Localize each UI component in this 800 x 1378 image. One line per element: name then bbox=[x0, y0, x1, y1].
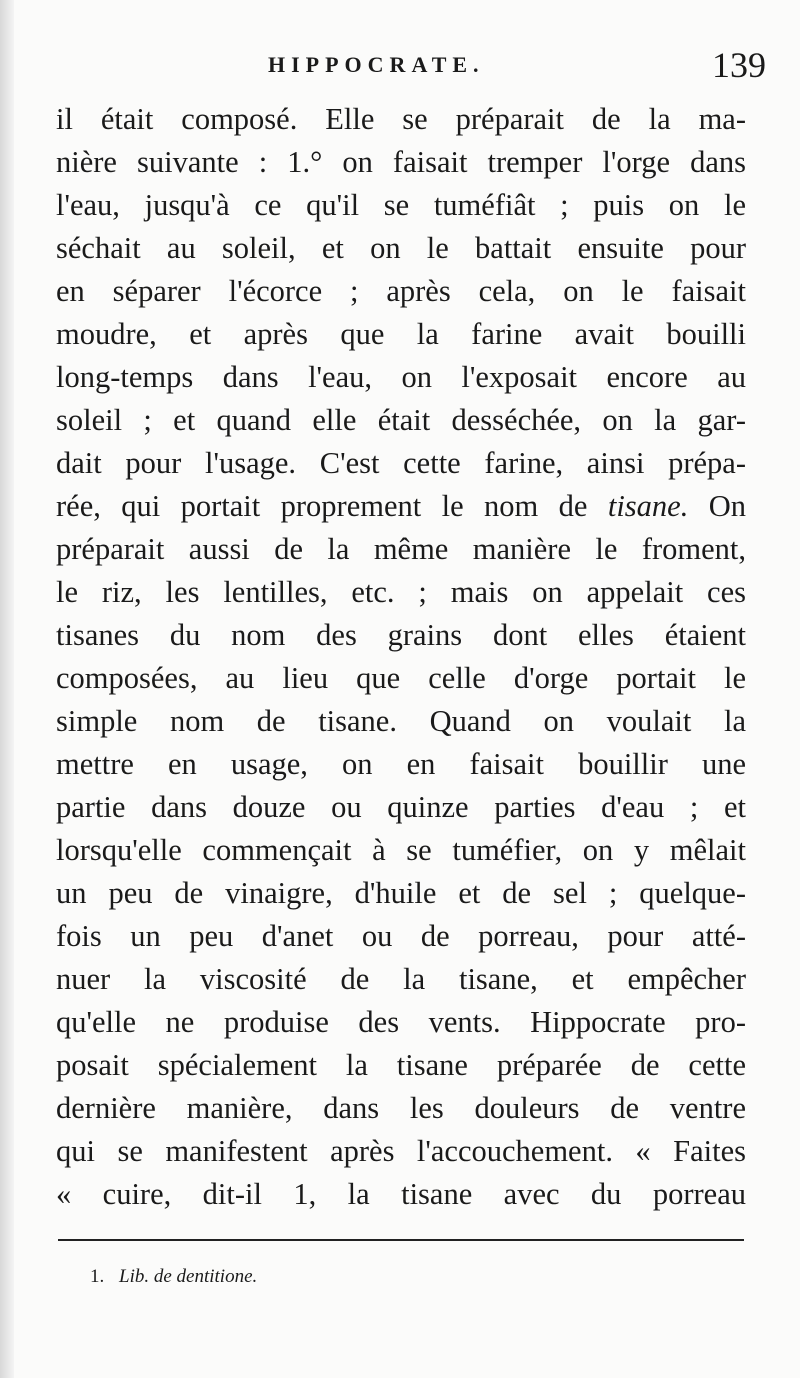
text-segment: On bbox=[708, 489, 747, 523]
text-line: tisanes du nom des grains dont elles étaient bbox=[56, 618, 746, 652]
text-line: il était composé. Elle se préparait de la ma- bbox=[56, 102, 746, 136]
text-line: séchait au soleil, et on le battait ensuite pour bbox=[56, 231, 746, 265]
text-line: dait pour l'usage. C'est cette farine, ainsi prépa- bbox=[56, 446, 746, 480]
text-line: « cuire, dit-il 1, la tisane avec du porreau bbox=[56, 1177, 746, 1211]
text-line: le riz, les lentilles, etc. ; mais on appelait ces bbox=[56, 575, 746, 609]
text-line: partie dans douze ou quinze parties d'eau ; et bbox=[56, 790, 746, 824]
text-line-with-italic bbox=[56, 485, 746, 528]
text-line: simple nom de tisane. Quand on voulait la bbox=[56, 704, 746, 738]
text-line: qui se manifestent après l'accouchement. « Faites bbox=[56, 1134, 746, 1168]
text-line: nière suivante : 1.° on faisait tremper l'orge dans bbox=[56, 145, 746, 179]
page-gutter-shadow bbox=[0, 0, 14, 1378]
text-line: qu'elle ne produise des vents. Hippocrate pro- bbox=[56, 1005, 746, 1039]
page-number: 139 bbox=[712, 45, 766, 85]
text-line: posait spécialement la tisane préparée de cette bbox=[56, 1048, 746, 1082]
footnote-text: Lib. de dentitione. bbox=[119, 1266, 258, 1287]
text-line: nuer la viscosité de la tisane, et empêcher bbox=[56, 962, 746, 996]
footnote-rule bbox=[58, 1239, 744, 1241]
text-line: long-temps dans l'eau, on l'exposait encore au bbox=[56, 360, 746, 394]
text-line: un peu de vinaigre, d'huile et de sel ; quelque- bbox=[56, 876, 746, 910]
text-line: fois un peu d'anet ou de porreau, pour atté- bbox=[56, 919, 746, 953]
running-head bbox=[58, 45, 766, 86]
text-line: moudre, et après que la farine avait bouilli bbox=[56, 317, 746, 351]
text-line: préparait aussi de la même manière le froment, bbox=[56, 532, 746, 566]
italic-term: tisane. bbox=[607, 489, 689, 523]
text-line: l'eau, jusqu'à ce qu'il se tuméfiât ; puis on le bbox=[56, 188, 746, 222]
text-line: soleil ; et quand elle était desséchée, on la gar- bbox=[56, 403, 746, 437]
text-line: en séparer l'écorce ; après cela, on le faisait bbox=[56, 274, 746, 308]
text-line: composées, au lieu que celle d'orge portait le bbox=[56, 661, 746, 695]
body-text bbox=[56, 98, 746, 1216]
footnote bbox=[90, 1266, 257, 1288]
text-line: dernière manière, dans les douleurs de ventre bbox=[56, 1091, 746, 1125]
text-segment: rée, qui portait proprement le nom de bbox=[56, 489, 588, 523]
footnote-number: 1. bbox=[90, 1266, 105, 1287]
running-title: HIPPOCRATE. bbox=[268, 52, 485, 77]
text-line: lorsqu'elle commençait à se tuméfier, on y mêlait bbox=[56, 833, 746, 867]
text-line: mettre en usage, on en faisait bouillir une bbox=[56, 747, 746, 781]
